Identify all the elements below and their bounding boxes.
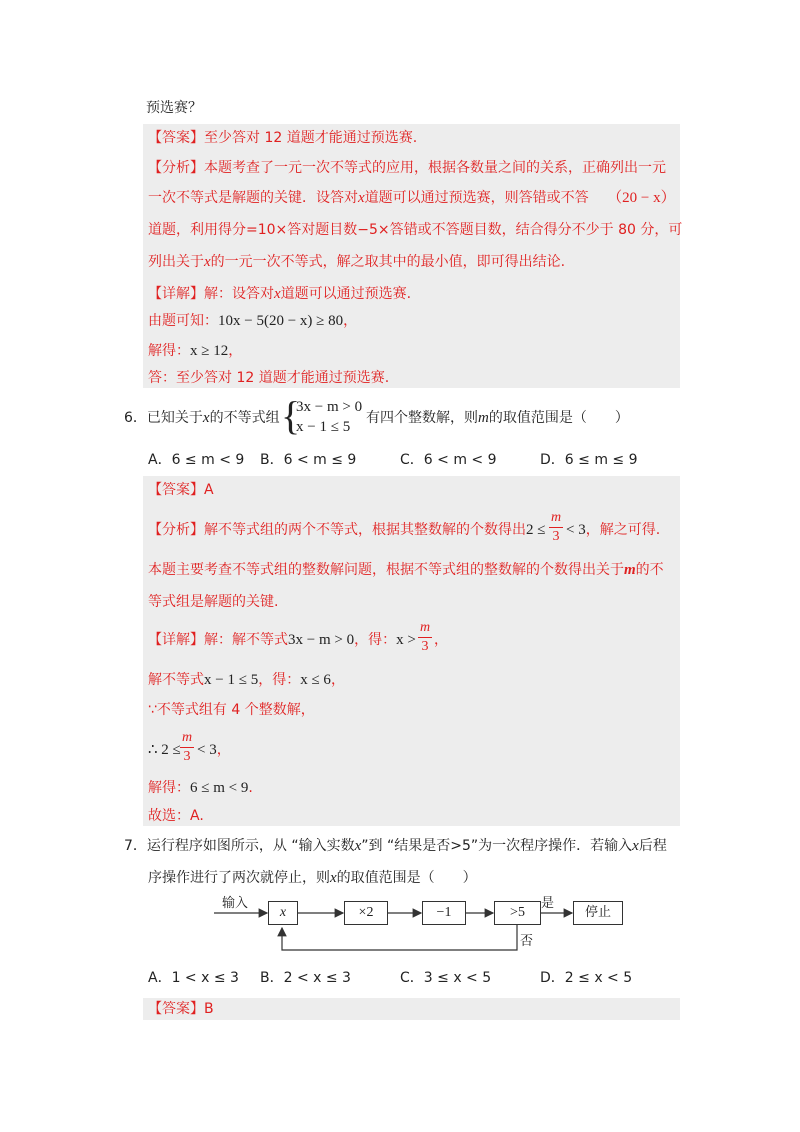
flow-box-compare: >5 (494, 901, 541, 925)
q6-inequality-system (296, 397, 362, 437)
q6-detail-fraction2: m 3 (181, 730, 193, 764)
q5-analysis-line4: 列出关于x的一元一次不等式，解之取其中的最小值，即可得出结论. (148, 254, 566, 270)
q5-detail-line3: 解得：x ≥ 12， (148, 343, 243, 359)
q7-option-c: C．3 ≤ x < 5 (400, 970, 492, 986)
q6-analysis-fraction: m 3 (550, 510, 562, 544)
q6-option-a: A．6 ≤ m < 9 (148, 452, 245, 468)
flow-box-multiply: ×2 (344, 901, 388, 925)
q6-analysis-line2: 本题主要考查不等式组的整数解问题，根据不等式组的整数解的个数得出关于m的不 (148, 562, 664, 578)
flow-box-x: x (268, 901, 298, 925)
q5-analysis-line2: 一次不等式是解题的关键．设答对x道题可以通过预选赛，则答错或不答 （20 − x） (148, 190, 676, 206)
q6-detail-line1: 【详解】解：解不等式3x − m > 0，得：x > (148, 632, 416, 648)
q6-sys-line1: 3x − m > 0 (296, 399, 363, 415)
q6-detail-line1-end: ， (434, 632, 448, 648)
q6-detail-fraction1: m 3 (419, 620, 431, 654)
q6-detail-line2: 解不等式x − 1 ≤ 5，得：x ≤ 6， (148, 672, 345, 688)
flow-yes-label: 是 (541, 896, 555, 911)
flow-box-stop: 停止 (573, 901, 623, 925)
q6-option-c: C．6 < m < 9 (400, 452, 497, 468)
q6-analysis-line3: 等式组是解题的关键. (148, 594, 279, 610)
q6-detail-line5: 解得：6 ≤ m < 9. (148, 780, 253, 796)
q5-stem-tail: 预选赛？ (146, 100, 202, 116)
q6-answer: 【答案】A (148, 482, 214, 498)
q6-analysis-line1: 【分析】解不等式组的两个不等式，根据其整数解的个数得出2 ≤ (148, 522, 546, 538)
flow-no-label: 否 (520, 934, 534, 949)
q7-answer: 【答案】B (148, 1001, 214, 1017)
q6-option-b: B．6 < m ≤ 9 (260, 452, 357, 468)
q5-analysis-line1: 【分析】本题考查了一元一次不等式的应用，根据各数量之间的关系，正确列出一元 (148, 160, 666, 176)
q6-system-brace: { (281, 393, 301, 438)
q6-detail-line4-end: < 3， (197, 742, 231, 758)
q5-unanswered-expr: （20 − x） (607, 190, 676, 206)
q7-option-b: B．2 < x ≤ 3 (260, 970, 351, 986)
q7-option-d: D．2 ≤ x < 5 (540, 970, 633, 986)
q6-option-d: D．6 ≤ m ≤ 9 (540, 452, 638, 468)
q5-analysis-line3: 道题，利用得分=10×答对题目数−5×答错或不答题目数，结合得分不少于 80 分，可 (148, 222, 683, 238)
flow-box-subtract: −1 (422, 901, 466, 925)
q5-answer: 【答案】至少答对 12 道题才能通过预选赛. (148, 130, 418, 146)
q6-detail-line3: ∵不等式组有 4 个整数解， (148, 702, 315, 718)
q6-sys-line2: x − 1 ≤ 5 (296, 419, 351, 435)
q5-detail-line2: 由题可知：10x − 5(20 − x) ≥ 80， (148, 313, 358, 329)
q6-stem-part2: 有四个整数解，则m的取值范围是（ ） (366, 410, 629, 426)
q7-stem-line1: 7．运行程序如图所示，从 “输入实数x”到 “结果是否>5”为一次程序操作．若输入x后程 (124, 838, 667, 854)
q5-detail-line1: 【详解】解：设答对x道题可以通过预选赛. (148, 286, 412, 302)
q7-solution-box (143, 998, 680, 1020)
q6-stem-part1: 6．已知关于x的不等式组 (124, 410, 280, 426)
q6-detail-line6: 故选：A. (148, 808, 204, 824)
q5-detail-line4: 答：至少答对 12 道题才能通过预选赛. (148, 370, 390, 386)
flow-input-label: 输入 (222, 896, 249, 911)
q7-option-a: A．1 < x ≤ 3 (148, 970, 239, 986)
q7-stem-line2: 序操作进行了两次就停止，则x的取值范围是（ ） (148, 870, 477, 886)
q6-analysis-line1-end: < 3，解之可得. (566, 522, 661, 538)
q6-detail-line4: ∴ 2 ≤ (148, 742, 181, 758)
